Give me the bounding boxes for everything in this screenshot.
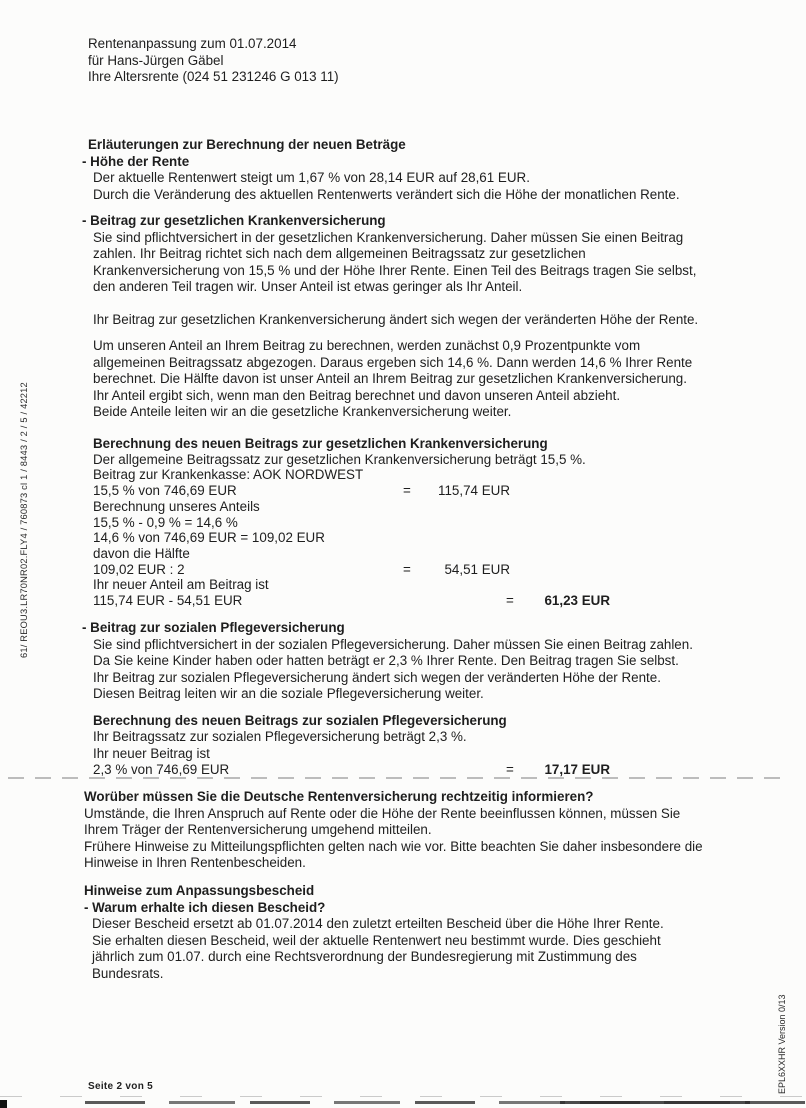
kv-change-note: [82, 312, 698, 329]
pv-berechnung: [82, 713, 610, 779]
kv-berechnung: [82, 436, 610, 609]
dashed-separator-line: [8, 777, 788, 779]
text-line: Beide Anteile leiten wir an die gesetzliche Krankenversicherung weiter.: [93, 404, 512, 420]
text-line: berechnet. Die Hälfte davon ist unser Anteil an Ihrem Beitrag zur gesetzlichen Krankenversicherung.: [93, 371, 687, 387]
text-line: Ihr Beitrag zur gesetzlichen Krankenversicherung ändert sich wegen der veränderten Höhe der Rente.: [93, 312, 699, 327]
letter-header: [88, 36, 339, 86]
text-line: Krankenversicherung von 15,5 % und der Höhe Ihrer Rente. Einen Teil des Beitrags tragen Sie selbst,: [93, 262, 697, 278]
text-line: davon die Hälfte: [93, 545, 190, 561]
calc-label: 15,5 % von 746,69 EUR: [93, 483, 237, 499]
section-title: Worüber müssen Sie die Deutsche Rentenversicherung rechtzeitig informieren?: [84, 789, 594, 804]
text-line: Beitrag zur Krankenkasse: AOK NORDWEST: [93, 467, 364, 483]
calc-row: [93, 562, 586, 578]
calc-title: Berechnung des neuen Beitrags zur sozialen Pflegeversicherung: [93, 713, 507, 728]
header-pension-number: Ihre Altersrente (024 51 231246 G 013 11): [88, 69, 339, 85]
calc-value: 115,74 EUR: [438, 483, 510, 499]
text-line: Berechnung unseres Anteils: [93, 498, 260, 514]
text-line: allgemeinen Beitragssatz abgezogen. Daraus ergeben sich 14,6 %. Dann werden 14,6 % Ihrer Rente: [93, 354, 693, 370]
section-erlaeuterungen: [82, 137, 680, 203]
text-line: Ihrem Träger der Rentenversicherung umgehend mitteilen.: [84, 822, 432, 837]
form-version-label: EPL6XXHR Version 0/13: [777, 994, 787, 1094]
text-line: Ihr Anteil ergibt sich, wenn man den Beitrag berechnet und davon unseren Anteil abzieht.: [93, 387, 621, 403]
text-line: Der aktuelle Rentenwert steigt um 1,67 % von 28,14 EUR auf 28,61 EUR.: [93, 170, 530, 186]
calc-value: 54,51 EUR: [444, 561, 510, 577]
print-control-number: 61/ REOU3.LR70NR02.FLY4 / 760873 cl 1 / 8443 / 2 / 5 / 42212: [19, 382, 29, 658]
calc-label: 109,02 EUR : 2: [93, 561, 185, 577]
calc-row: [93, 483, 586, 499]
equals-sign: =: [403, 561, 411, 577]
text-line: Diesen Beitrag leiten wir an die soziale Pflegeversicherung weiter.: [93, 686, 484, 702]
equals-sign: =: [506, 762, 514, 778]
equals-sign: =: [403, 483, 411, 499]
scan-artifact-line: [0, 1096, 806, 1097]
text-line: Ihr Beitrag zur sozialen Pflegeversicherung ändert sich wegen der veränderten Höhe der Rente.: [93, 669, 661, 685]
section-title: Erläuterungen zur Berechnung der neuen Beträge: [88, 137, 406, 152]
calc-result-value: 61,23 EUR: [544, 593, 610, 609]
text-line: Ihr neuer Beitrag ist: [93, 745, 210, 761]
header-subject: Rentenanpassung zum 01.07.2014: [88, 36, 297, 51]
text-line: 14,6 % von 746,69 EUR = 109,02 EUR: [93, 530, 325, 546]
section-informieren: [82, 789, 703, 872]
text-line: Frühere Hinweise zu Mitteilungspflichten gelten nach wie vor. Bitte beachten Sie daher insbesondere die: [84, 838, 703, 854]
text-line: Um unseren Anteil an Ihrem Beitrag zu berechnen, werden zunächst 0,9 Prozentpunkte vom: [93, 338, 641, 353]
scan-artifact-bar-dark: [560, 1101, 750, 1104]
page-number: Seite 2 von 5: [88, 1081, 154, 1092]
calc-row-result: [93, 593, 610, 609]
section-hinweise: [82, 883, 664, 983]
text-line: zahlen. Ihr Beitrag richtet sich nach dem allgemeinen Beitragssatz zur gesetzlichen: [93, 246, 586, 262]
text-line: den anderen Teil tragen wir. Unser Anteil ist etwas geringer als Ihr Anteil.: [93, 279, 523, 295]
calc-label: 2,3 % von 746,69 EUR: [93, 762, 230, 778]
text-line: Bundesrats.: [92, 965, 164, 981]
text-line: Ihr neuer Anteil am Beitrag ist: [93, 577, 269, 593]
text-line: Sie sind pflichtversichert in der sozialen Pflegeversicherung. Daher müssen Sie einen Beitrag zahlen.: [93, 636, 693, 652]
text-line: Sie sind pflichtversichert in der gesetzlichen Krankenversicherung. Daher müssen Sie einen Beitrag: [93, 229, 684, 245]
text-line: Durch die Veränderung des aktuellen Rentenwerts verändert sich die Höhe der monatlichen Rente.: [93, 186, 680, 202]
text-line: Ihr Beitragssatz zur sozialen Pflegeversicherung beträgt 2,3 %.: [93, 729, 467, 745]
subsection-krankenversicherung: [82, 213, 696, 296]
subsection-pflegeversicherung: [82, 620, 693, 703]
section-title: Hinweise zum Anpassungsbescheid: [84, 883, 315, 898]
text-line: Sie erhalten diesen Bescheid, weil der aktuelle Rentenwert neu bestimmt wurde. Dies geschieht: [92, 932, 661, 948]
equals-sign: =: [506, 593, 514, 609]
text-line: Hinweise in Ihren Rentenbescheiden.: [84, 855, 306, 870]
scan-corner-mark: [0, 1100, 7, 1108]
subsection-heading: - Beitrag zur sozialen Pflegeversicherung: [82, 620, 345, 635]
calc-label: 115,74 EUR - 54,51 EUR: [93, 593, 243, 609]
calc-result-value: 17,17 EUR: [544, 762, 610, 778]
text-line: 15,5 % - 0,9 % = 14,6 %: [93, 514, 238, 530]
text-line: jährlich zum 01.07. durch eine Rechtsverordnung der Bundesregierung mit Zustimmung des: [92, 949, 637, 965]
subsection-hoehe-der-rente: - Höhe der Rente: [82, 153, 190, 169]
kv-anteil-erklaerung: [82, 338, 692, 421]
calc-title: Berechnung des neuen Beitrags zur gesetzlichen Krankenversicherung: [93, 436, 548, 451]
text-line: Der allgemeine Beitragssatz zur gesetzlichen Krankenversicherung beträgt 15,5 %.: [93, 451, 586, 467]
subsection-heading: - Beitrag zur gesetzlichen Krankenversicherung: [82, 213, 386, 228]
text-line: Da Sie keine Kinder haben oder hatten beträgt er 2,3 % Ihrer Rente. Den Beitrag tragen Sie selbst.: [93, 653, 679, 669]
text-line: Umstände, die Ihren Anspruch auf Rente oder die Höhe der Rente beeinflussen können, müssen Sie: [84, 805, 681, 821]
subsection-heading: - Warum erhalte ich diesen Bescheid?: [84, 899, 326, 915]
header-recipient: für Hans-Jürgen Gäbel: [88, 52, 224, 68]
text-line: Dieser Bescheid ersetzt ab 01.07.2014 den zuletzt erteilten Bescheid über die Höhe Ihrer Rente.: [92, 916, 664, 932]
